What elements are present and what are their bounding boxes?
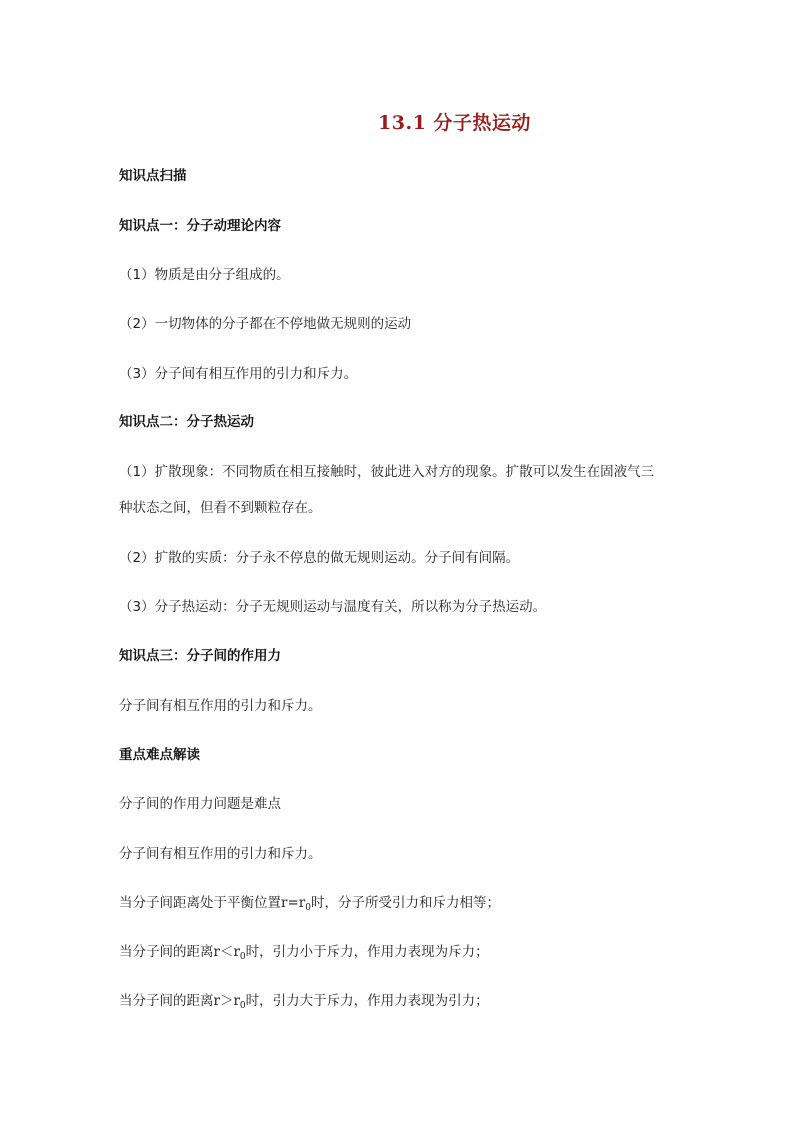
key-line-5-post: 时，引力大于斥力，作用力表现为引力；: [245, 993, 489, 1009]
key-line-3-pre: 当分子间距离处于平衡位置: [119, 895, 281, 911]
k2-item-1-line-2: 种状态之间，但看不到颗粒存在。: [119, 500, 322, 516]
k1-item-3: （3）分子间有相互作用的引力和斥力。: [119, 366, 358, 382]
key-line-4-sub: 0: [239, 952, 246, 962]
k1-item-1: （1）物质是由分子组成的。: [119, 267, 290, 283]
section-heading-key: 重点难点解读: [119, 747, 200, 763]
key-line-4-var: r＜r: [213, 944, 240, 960]
key-line-3-sub: 0: [305, 903, 311, 913]
key-line-4-post: 时，引力小于斥力，作用力表现为斥力；: [245, 944, 489, 960]
page-title: 13.1 分子热运动: [378, 112, 531, 134]
key-line-5: [119, 991, 489, 1016]
key-line-3-post: 时，分子所受引力和斥力相等；: [310, 895, 500, 911]
key-line-3-var: r=r: [281, 895, 306, 911]
key-line-4-pre: 当分子间的距离: [119, 944, 214, 960]
key-line-5-sub: 0: [239, 1001, 246, 1011]
k2-item-1-line-1: （1）扩散现象：不同物质在相互接触时，彼此进入对方的现象。扩散可以发生在固液气三: [119, 464, 655, 480]
key-line-3: [119, 893, 500, 918]
k2-item-2: （2）扩散的实质：分子永不停息的做无规则运动。分子间有间隔。: [119, 550, 520, 566]
section-heading-k2: 知识点二：分子热运动: [119, 414, 254, 430]
section-heading-k3: 知识点三：分子间的作用力: [119, 648, 281, 664]
section-heading-k1: 知识点一：分子动理论内容: [119, 218, 281, 234]
key-line-1: 分子间的作用力问题是难点: [119, 796, 281, 812]
key-line-5-var: r＞r: [213, 993, 240, 1009]
k3-text: 分子间有相互作用的引力和斥力。: [119, 698, 322, 714]
key-line-4: [119, 942, 489, 967]
key-line-5-pre: 当分子间的距离: [119, 993, 214, 1009]
section-heading-scan: 知识点扫描: [119, 168, 187, 184]
k2-item-3: （3）分子热运动：分子无规则运动与温度有关，所以称为分子热运动。: [119, 599, 547, 615]
k1-item-2: （2）一切物体的分子都在不停地做无规则的运动: [119, 316, 412, 332]
key-line-2: 分子间有相互作用的引力和斥力。: [119, 846, 322, 862]
